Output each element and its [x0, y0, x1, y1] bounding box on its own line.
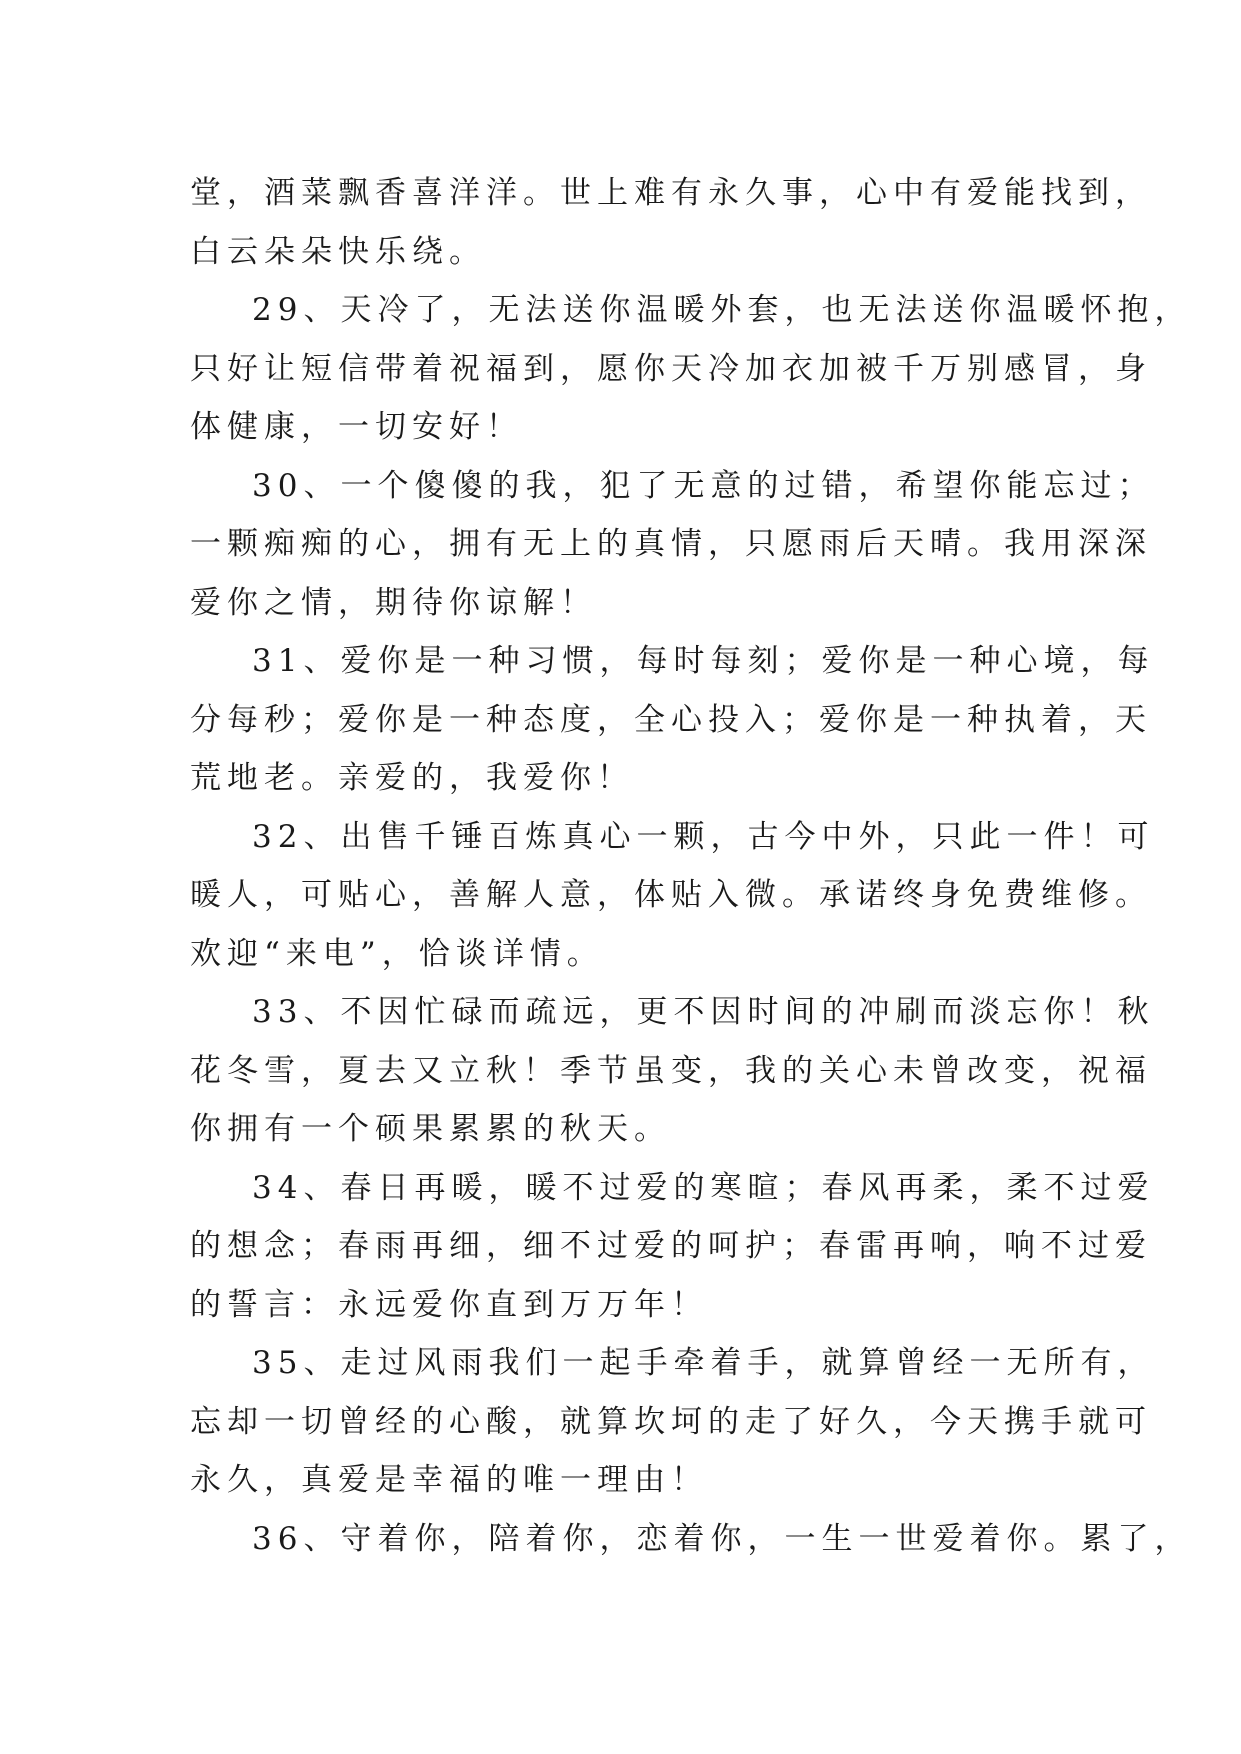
text-line: 分每秒；爱你是一种态度，全心投入；爱你是一种执着，天: [190, 701, 1152, 738]
text-line: 你拥有一个硕果累累的秋天。: [190, 1111, 671, 1147]
text-line: 34、春日再暖，暖不过爱的寒暄；春风再柔，柔不过爱: [252, 1169, 1155, 1206]
text-line: 30、一个傻傻的我，犯了无意的过错，希望你能忘过；: [252, 467, 1155, 504]
paragraph-32: [190, 808, 1155, 984]
text-line: 的誓言：永远爱你直到万万年！: [190, 1286, 708, 1323]
text-line: 31、爱你是一种习惯，每时每刻；爱你是一种心境，每: [252, 643, 1155, 679]
paragraph-36: [190, 1510, 1192, 1569]
text-line: 33、不因忙碌而疏远，更不因时间的冲刷而淡忘你！秋: [252, 994, 1155, 1030]
text-line: 暖人，可贴心，善解人意，体贴入微。承诺终身免费维修。: [190, 877, 1152, 913]
text-line: 堂，酒菜飘香喜洋洋。世上难有永久事，心中有爱能找到，: [190, 175, 1152, 211]
text-line: 的想念；春雨再细，细不过爱的呵护；春雷再响，响不过爱: [190, 1228, 1152, 1264]
text-line: 只好让短信带着祝福到，愿你天冷加衣加被千万别感冒，身: [190, 350, 1152, 387]
text-line: 白云朵朵快乐绕。: [190, 233, 486, 270]
paragraph-30: [190, 457, 1155, 633]
text-line: 花冬雪，夏去又立秋！季节虽变，我的关心未曾改变，祝福: [190, 1052, 1152, 1089]
paragraph-35: [190, 1334, 1155, 1510]
text-line: 29、天冷了，无法送你温暖外套，也无法送你温暖怀抱，: [252, 292, 1192, 328]
text-line: 爱你之情，期待你谅解！: [190, 584, 597, 621]
paragraph-continued: [190, 164, 1152, 281]
paragraph-33: [190, 983, 1155, 1159]
text-line: 一颗痴痴的心，拥有无上的真情，只愿雨后天晴。我用深深: [190, 526, 1152, 562]
paragraph-34: [190, 1159, 1155, 1335]
paragraph-29: [190, 281, 1192, 457]
text-line: 荒地老。亲爱的，我爱你！: [190, 760, 634, 796]
text-line: 永久，真爱是幸福的唯一理由！: [190, 1462, 708, 1498]
text-line: 35、走过风雨我们一起手牵着手，就算曾经一无所有，: [252, 1345, 1155, 1381]
text-line: 32、出售千锤百炼真心一颗，古今中外，只此一件！可: [252, 818, 1155, 855]
text-line: 忘却一切曾经的心酸，就算坎坷的走了好久，今天携手就可: [190, 1403, 1152, 1440]
text-line: 欢迎“来电”，恰谈详情。: [190, 935, 604, 972]
paragraph-31: [190, 632, 1155, 808]
text-line: 体健康，一切安好！: [190, 409, 523, 445]
document-body: [190, 164, 1192, 1568]
text-line: 36、守着你，陪着你，恋着你，一生一世爱着你。累了，: [252, 1520, 1192, 1557]
